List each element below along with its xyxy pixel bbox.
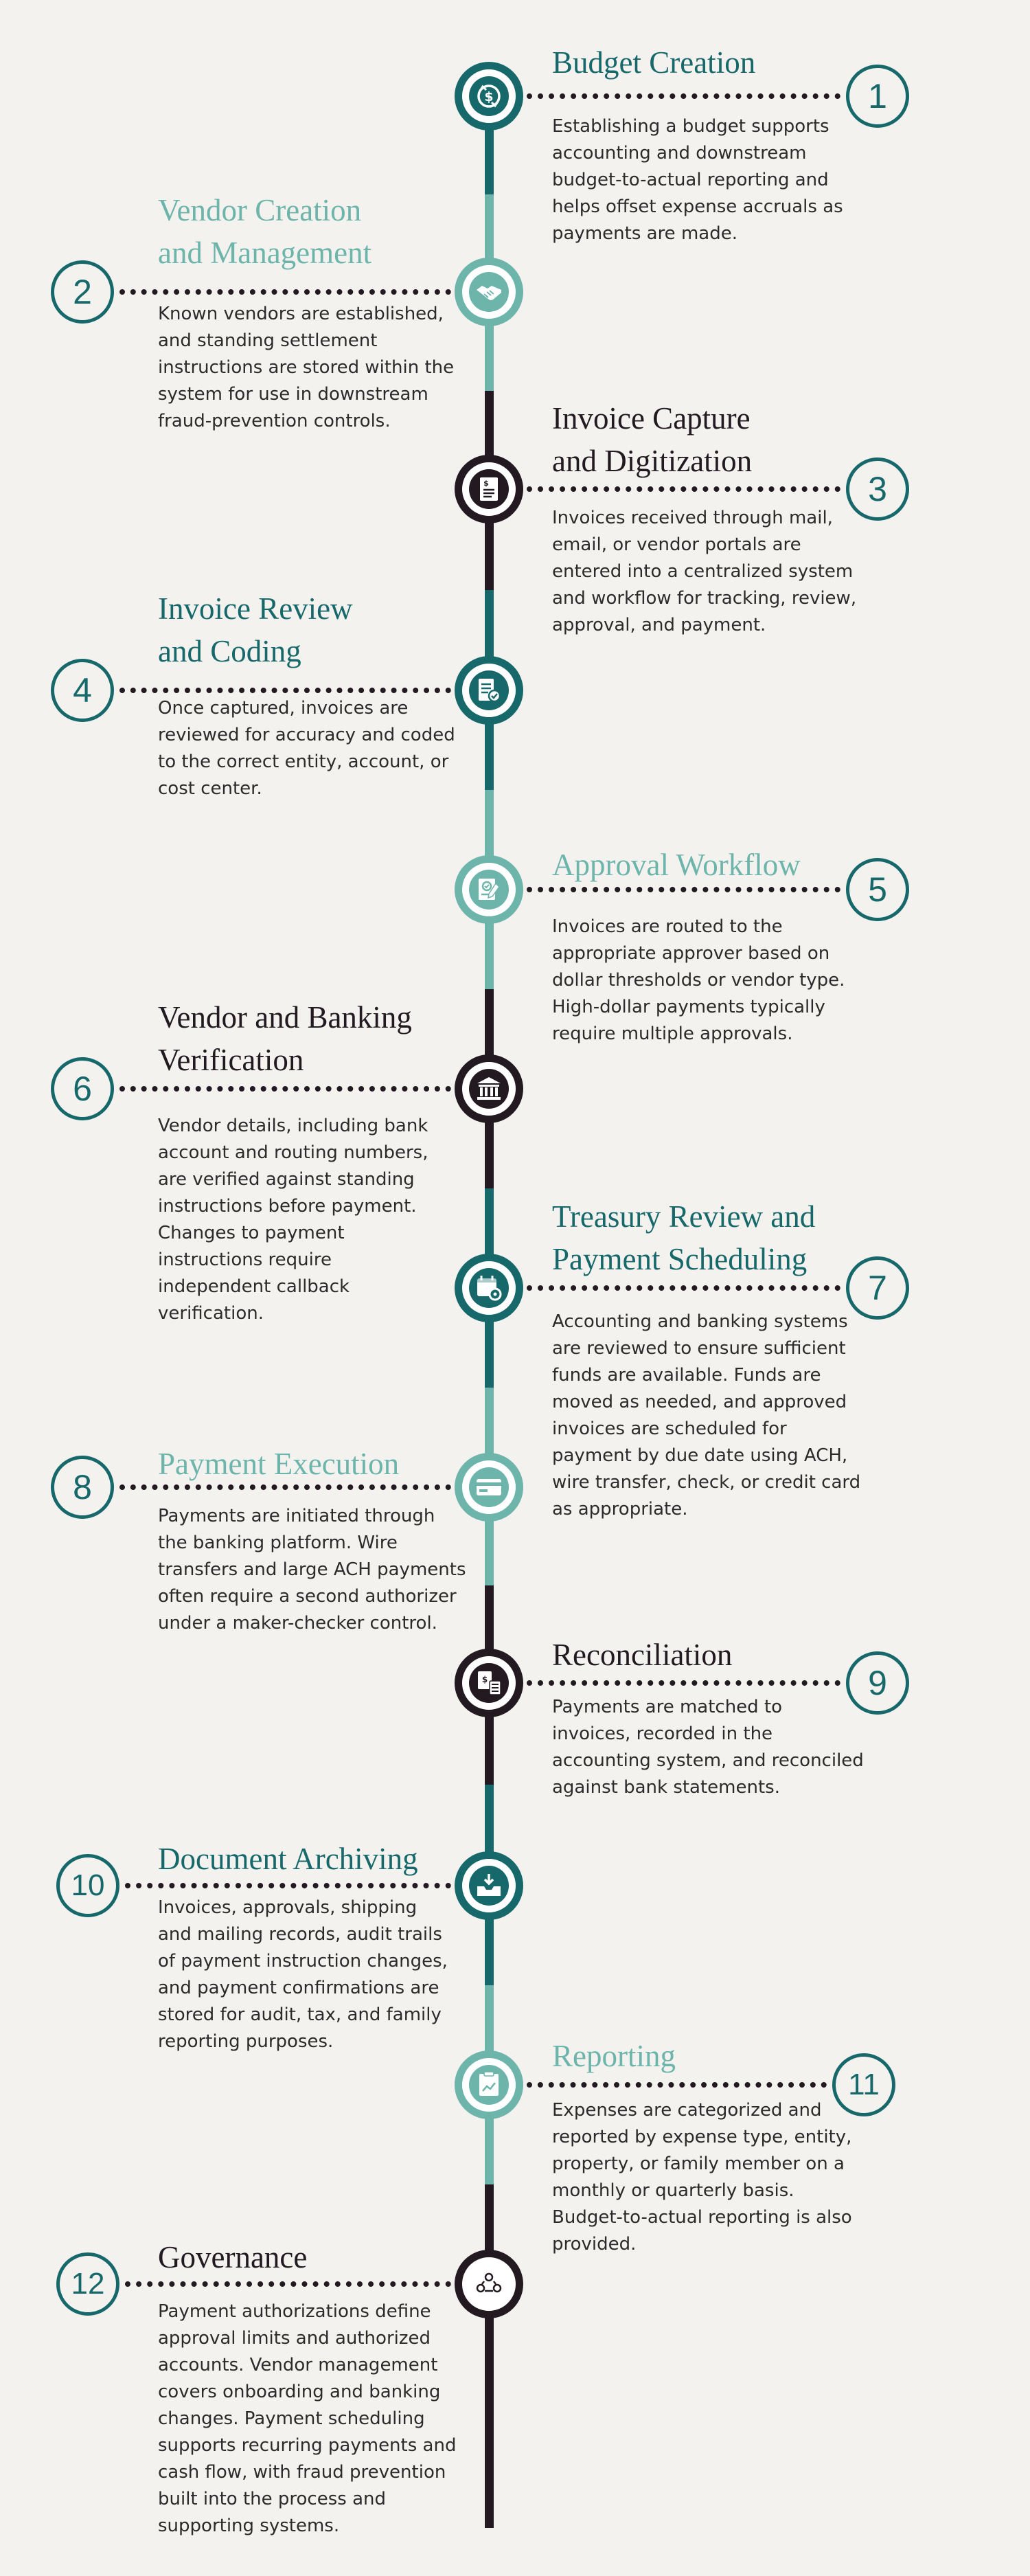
step-number-badge: 3 — [846, 457, 909, 521]
credit-card-icon — [474, 1473, 503, 1502]
dotted-connector — [125, 1883, 451, 1888]
step-number-badge: 10 — [56, 1854, 119, 1917]
invoice-review-icon — [474, 676, 503, 705]
dotted-connector — [527, 2082, 827, 2088]
timeline-node — [455, 1254, 523, 1322]
step-description: Invoices are routed to the appropriate approver based on dollar thresholds or vendor type. High-dollar payments typically require multiple approvals. — [552, 916, 845, 1044]
dotted-connector — [119, 688, 451, 693]
node-icon-badge — [469, 670, 509, 710]
reconciliation-icon — [474, 1669, 503, 1697]
timeline-node — [455, 62, 523, 131]
step-title: Document Archiving — [158, 1842, 418, 1876]
step-number-badge: 12 — [56, 2252, 119, 2316]
bank-icon — [474, 1074, 503, 1103]
step-description: Invoices received through mail, email, or vendor portals are entered into a centralized system and workflow for tracking, review, approval, and payment. — [552, 508, 857, 635]
archive-inbox-icon — [474, 1871, 503, 1900]
timeline-node — [455, 258, 523, 326]
approval-stamp-icon — [474, 875, 503, 904]
step-number-badge: 6 — [51, 1057, 114, 1120]
step-description: Once captured, invoices are reviewed for accuracy and coded to the correct entity, account, or cost center. — [158, 698, 455, 799]
step-title: Budget Creation — [552, 45, 756, 80]
node-icon-badge — [469, 1866, 509, 1906]
timeline-node — [455, 1649, 523, 1717]
dotted-connector — [125, 2281, 451, 2287]
dotted-connector — [527, 1680, 840, 1686]
calendar-gear-icon — [474, 1274, 503, 1302]
node-icon-badge — [469, 469, 509, 509]
step-description: Accounting and banking systems are reviewed to ensure sufficient funds are available. Funds are moved as needed, and approved invoices are scheduled for payment by due date using ACH, wire transfer, check, or credit card as appropriate. — [552, 1311, 861, 1519]
dotted-connector — [119, 1086, 451, 1092]
report-chart-icon — [474, 2070, 503, 2099]
step-description: Known vendors are established, and standing settlement instructions are stored within the system for use in downstream fraud-prevention controls. — [158, 304, 455, 431]
timeline-node — [455, 2250, 523, 2318]
step-title: Approval Workflow — [552, 848, 801, 882]
step-number-badge: 7 — [846, 1256, 909, 1320]
step-title: Payment Execution — [158, 1447, 400, 1481]
dotted-connector — [527, 887, 840, 892]
step-description: Establishing a budget supports accounting and downstream budget-to-actual reporting and helps offset expense accruals as payments are made. — [552, 116, 843, 244]
step-title: Treasury Review and Payment Scheduling — [552, 1199, 816, 1276]
governance-people-icon — [474, 2270, 503, 2298]
node-icon-badge — [469, 2264, 509, 2304]
step-title: Vendor and Banking Verification — [158, 1000, 412, 1077]
timeline-node — [455, 1851, 523, 1920]
step-title: Invoice Review and Coding — [158, 591, 353, 668]
svg-text:$: $ — [483, 479, 489, 488]
invoice-document-icon — [474, 475, 503, 504]
step-title: Reporting — [552, 2039, 676, 2073]
step-title: Vendor Creation and Management — [158, 193, 372, 270]
dotted-connector — [527, 1285, 840, 1291]
step-description: Payments are initiated through the banking platform. Wire transfers and large ACH payments often require a second authorizer under a maker-checker control. — [158, 1506, 466, 1634]
step-description: Expenses are categorized and reported by expense type, entity, property, or family member on a monthly or quarterly basis. Budget-to-actual reporting is also provided. — [552, 2100, 852, 2255]
step-number-badge: 5 — [846, 858, 909, 921]
step-description: Payments are matched to invoices, recorded in the accounting system, and reconciled against bank statements. — [552, 1697, 864, 1798]
svg-text:$: $ — [481, 1675, 488, 1684]
node-icon-badge — [469, 2065, 509, 2105]
timeline-node — [455, 1054, 523, 1123]
dotted-connector — [527, 486, 840, 492]
step-description: Invoices, approvals, shipping and mailing records, audit trails of payment instruction changes, and payment confirmations are stored for audit, tax, and family reporting purposes. — [158, 1897, 448, 2052]
svg-text:$: $ — [484, 89, 494, 104]
dotted-connector — [119, 1484, 451, 1490]
node-icon-badge — [469, 76, 509, 116]
step-title: Invoice Capture and Digitization — [552, 401, 753, 478]
node-icon-badge — [469, 272, 509, 312]
timeline-node — [455, 656, 523, 725]
step-number-badge: 9 — [846, 1651, 909, 1715]
step-title: Reconciliation — [552, 1638, 733, 1672]
step-number-badge: 8 — [51, 1456, 114, 1519]
step-number-badge: 1 — [846, 65, 909, 128]
step-number-badge: 4 — [51, 659, 114, 722]
dotted-connector — [119, 289, 451, 295]
handshake-icon — [474, 278, 503, 306]
node-icon-badge — [469, 1467, 509, 1507]
node-icon-badge — [469, 1268, 509, 1308]
dollar-cycle-icon — [474, 82, 503, 111]
step-description: Vendor details, including bank account and routing numbers, are verified against standing instructions before payment. Changes to payment instructions require independent callback verification. — [158, 1116, 428, 1324]
timeline-node — [455, 855, 523, 924]
timeline-node — [455, 455, 523, 523]
node-icon-badge — [469, 870, 509, 909]
step-number-badge: 2 — [51, 260, 114, 324]
node-icon-badge — [469, 1663, 509, 1703]
timeline-line-segment — [485, 2184, 494, 2528]
step-title: Governance — [158, 2240, 308, 2274]
step-number-badge: 11 — [832, 2053, 895, 2116]
timeline-node — [455, 2050, 523, 2119]
dotted-connector — [527, 93, 840, 99]
node-icon-badge — [469, 1069, 509, 1109]
step-description: Payment authorizations define approval limits and authorized accounts. Vendor management covers onboarding and banking changes. Payment scheduling supports recurring payments and cash flow, with fraud prevention built into the process and supporting systems. — [158, 2301, 457, 2536]
